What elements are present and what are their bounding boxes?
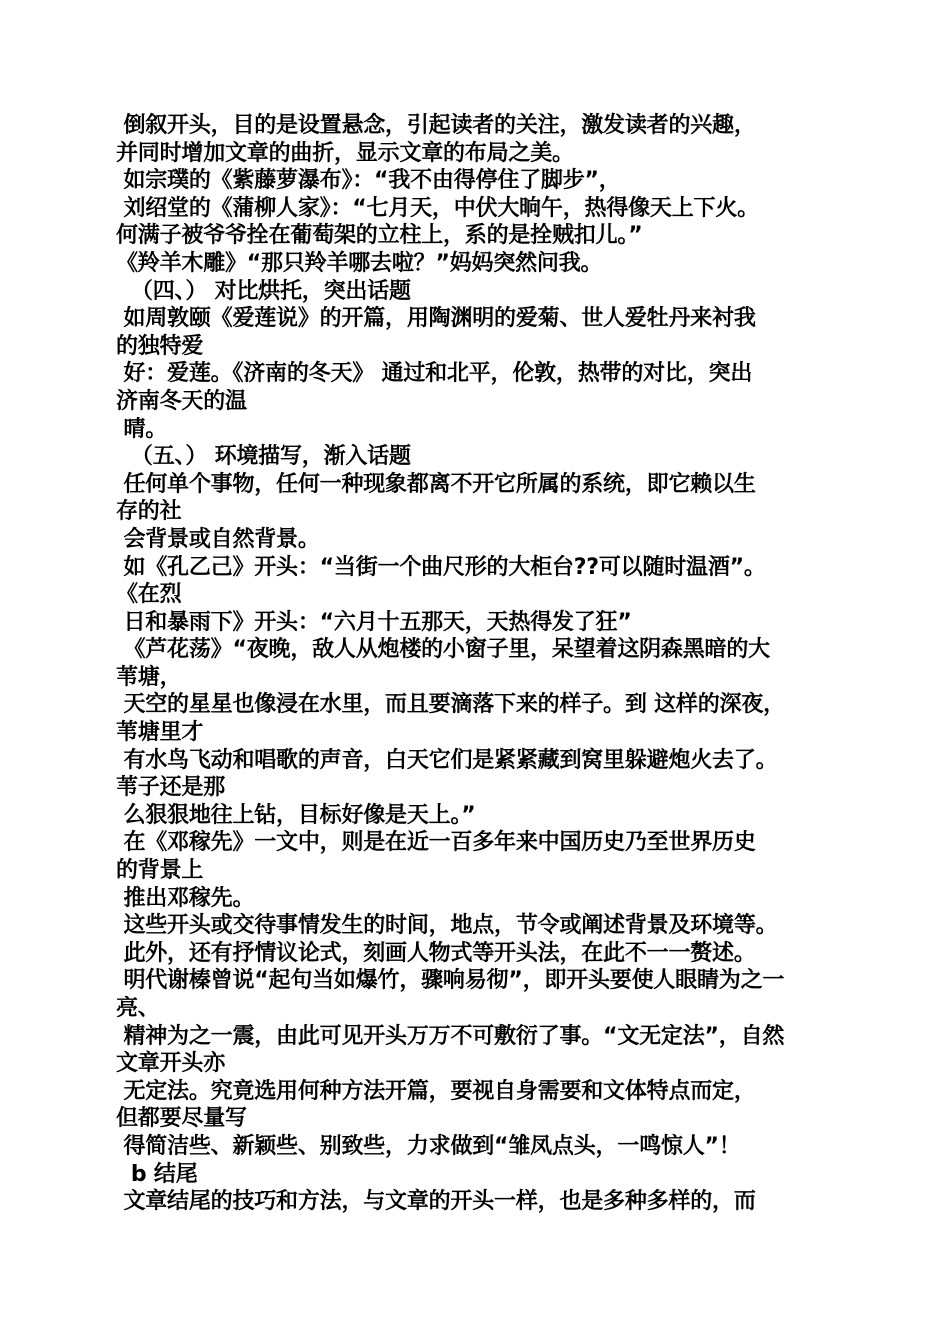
text-line: 苇塘， (116, 664, 182, 690)
text-line: 《芦花荡》“夜晚，敌人从炮楼的小窗子里，呆望着这阴森黑暗的大 (116, 637, 770, 663)
text-line: 《羚羊木雕》“那只羚羊哪去啦？”妈妈突然问我。 (116, 250, 603, 276)
text-line: 亮、 (116, 996, 160, 1021)
text-line: 济南冬天的温 (116, 388, 247, 414)
document-body (116, 112, 836, 1216)
text-line: 任何单个事物，任何一种现象都离不开它所属的系统，即它赖以生 (116, 471, 756, 497)
text-line: 但都要尽量写 (116, 1106, 247, 1132)
text-line: 刘绍堂的《蒲柳人家》：“七月天，中伏大晌午，热得像天上下火。 (116, 195, 759, 221)
text-line: 日和暴雨下》开头：“六月十五那天，天热得发了狂” (116, 609, 632, 635)
text-line: 苇塘里才 (116, 720, 204, 746)
text-line: 晴。 (116, 416, 168, 442)
text-line: 有水鸟飞动和唱歌的声音，白天它们是紧紧藏到窝里躲避炮火去了。 (116, 747, 778, 773)
text-line: 得简洁些、新颖些、别致些，力求做到“雏凤点头，一鸣惊人”！ (116, 1133, 741, 1159)
text-line: 如宗璞的《紫藤萝瀑布》：“我不由得停住了脚步”， (116, 168, 621, 194)
text-line: 天空的星星也像浸在水里，而且要滴落下来的样子。到 这样的深夜， (116, 692, 785, 718)
text-line: （四、） 对比烘托，突出话题 (116, 278, 411, 304)
text-line: 文章开头亦 (116, 1051, 226, 1077)
text-line: 么狠狠地往上钻，目标好像是天上。” (116, 802, 476, 828)
text-line: 倒叙开头，目的是设置悬念，引起读者的关注，激发读者的兴趣， (116, 113, 756, 138)
text-line: 并同时增加文章的曲折，显示文章的布局之美。 (116, 140, 574, 166)
text-line: 明代谢榛曾说“起句当如爆竹，骤响易彻”，即开头要使人眼睛为之一 (116, 968, 785, 994)
text-line: 文章结尾的技巧和方法，与文章的开头一样，也是多种多样的，而 (116, 1189, 756, 1215)
text-line: 的背景上 (116, 858, 204, 884)
text-line: 在《邓稼先》一文中，则是在近一百多年来中国历史乃至世界历史 (116, 830, 756, 856)
text-line: 何满子被爷爷拴在葡萄架的立柱上，系的是拴贼扣儿。” (116, 223, 643, 249)
text-line: 如周敦颐《爱莲说》的开篇，用陶渊明的爱菊、世人爱牡丹来衬我 (116, 306, 756, 332)
text-line: 无定法。究竟选用何种方法开篇，要视自身需要和文体特点而定， (116, 1078, 756, 1104)
text-line: 《在烈 (116, 582, 182, 608)
text-line: （五、） 环境描写，渐入话题 (116, 444, 411, 470)
text-line: 苇子还是那 (116, 775, 226, 801)
text-line: 推出邓稼先。 (116, 885, 255, 911)
text-line: 会背景或自然背景。 (116, 526, 320, 552)
text-line: 此外，还有抒情议论式，刻画人物式等开头法，在此不一一赘述。 (116, 940, 756, 966)
text-line: b 结尾 (116, 1161, 198, 1187)
text-line: 如《孔乙己》开头：“当街一个曲尺形的大柜台??可以随时温酒”。 (116, 554, 766, 580)
text-line: 存的社 (116, 499, 182, 525)
text-line: 精神为之一震，由此可见开头万万不可敷衍了事。“文无定法”，自然 (116, 1023, 785, 1049)
text-line: 这些开头或交待事情发生的时间，地点，节令或阐述背景及环境等。 (116, 913, 778, 939)
text-line: 好：爱莲。《济南的冬天》 通过和北平，伦敦，热带的对比，突出 (116, 361, 753, 387)
text-line: 的独特爱 (116, 333, 204, 359)
